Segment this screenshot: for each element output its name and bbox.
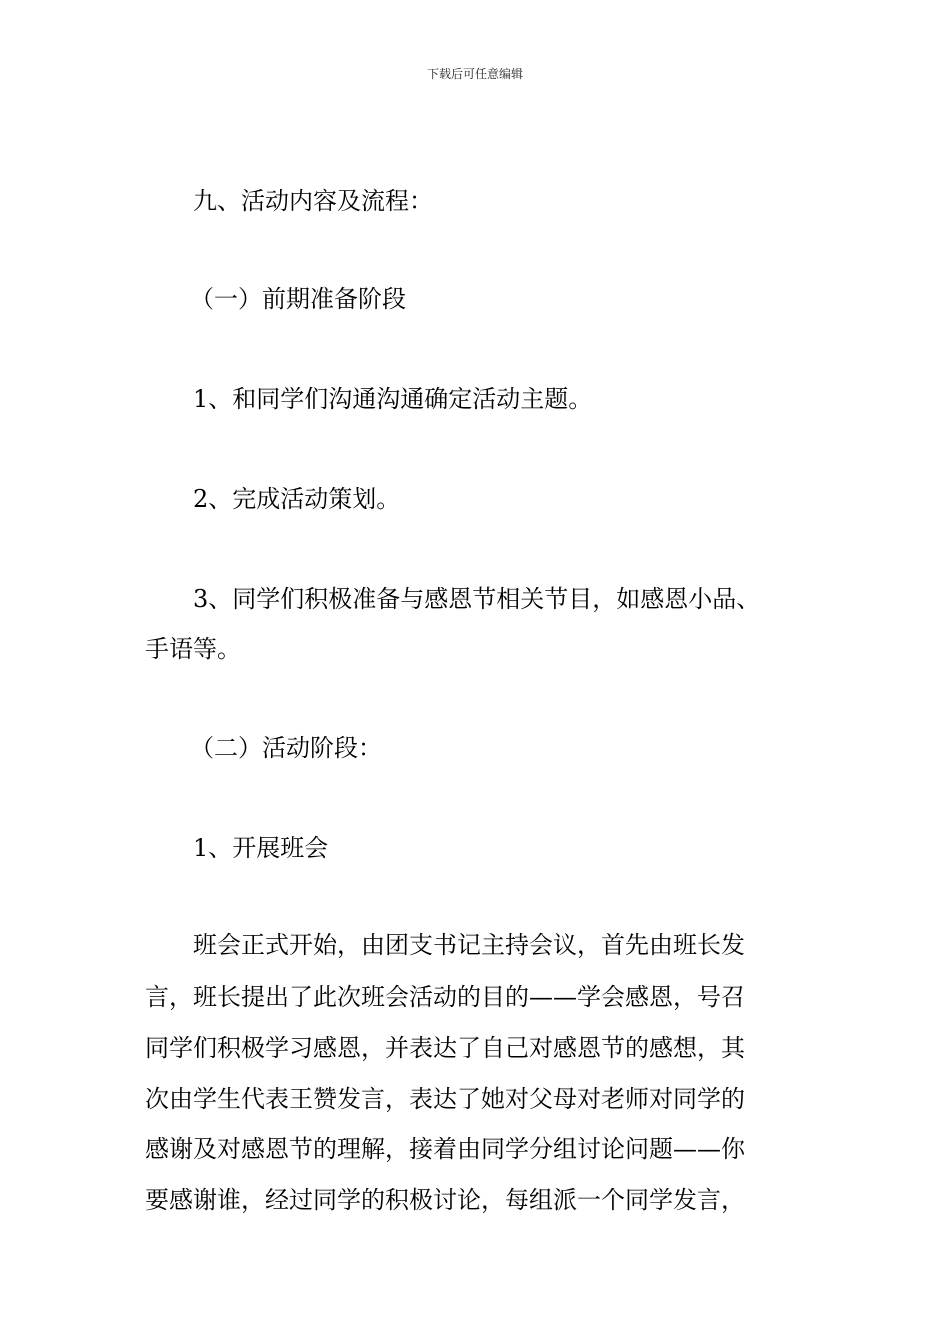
list-item: 2、完成活动策划。 — [193, 485, 401, 513]
paragraph-line: 同学们积极学习感恩，并表达了自己对感恩节的感想，其 — [145, 1034, 745, 1062]
list-item: 1、和同学们沟通沟通确定活动主题。 — [193, 385, 593, 413]
subsection-title-activity: （二）活动阶段： — [190, 734, 382, 762]
paragraph-line: 班会正式开始，由团支书记主持会议，首先由班长发 — [193, 931, 745, 959]
list-item: 1、开展班会 — [193, 834, 329, 862]
paragraph-line: 要感谢谁，经过同学的积极讨论，每组派一个同学发言， — [145, 1186, 745, 1214]
section-heading: 九、活动内容及流程： — [193, 187, 433, 215]
subsection-title-preparation: （一）前期准备阶段 — [190, 285, 406, 313]
paragraph-line: 言，班长提出了此次班会活动的目的——学会感恩，号召 — [145, 983, 745, 1011]
list-item-continuation: 手语等。 — [145, 635, 241, 663]
paragraph-line: 感谢及对感恩节的理解，接着由同学分组讨论问题——你 — [145, 1135, 745, 1163]
list-item: 3、同学们积极准备与感恩节相关节目，如感恩小品、 — [193, 585, 761, 613]
page-header-note: 下载后可任意编辑 — [426, 67, 523, 81]
paragraph-line: 次由学生代表王赞发言，表达了她对父母对老师对同学的 — [145, 1085, 745, 1113]
